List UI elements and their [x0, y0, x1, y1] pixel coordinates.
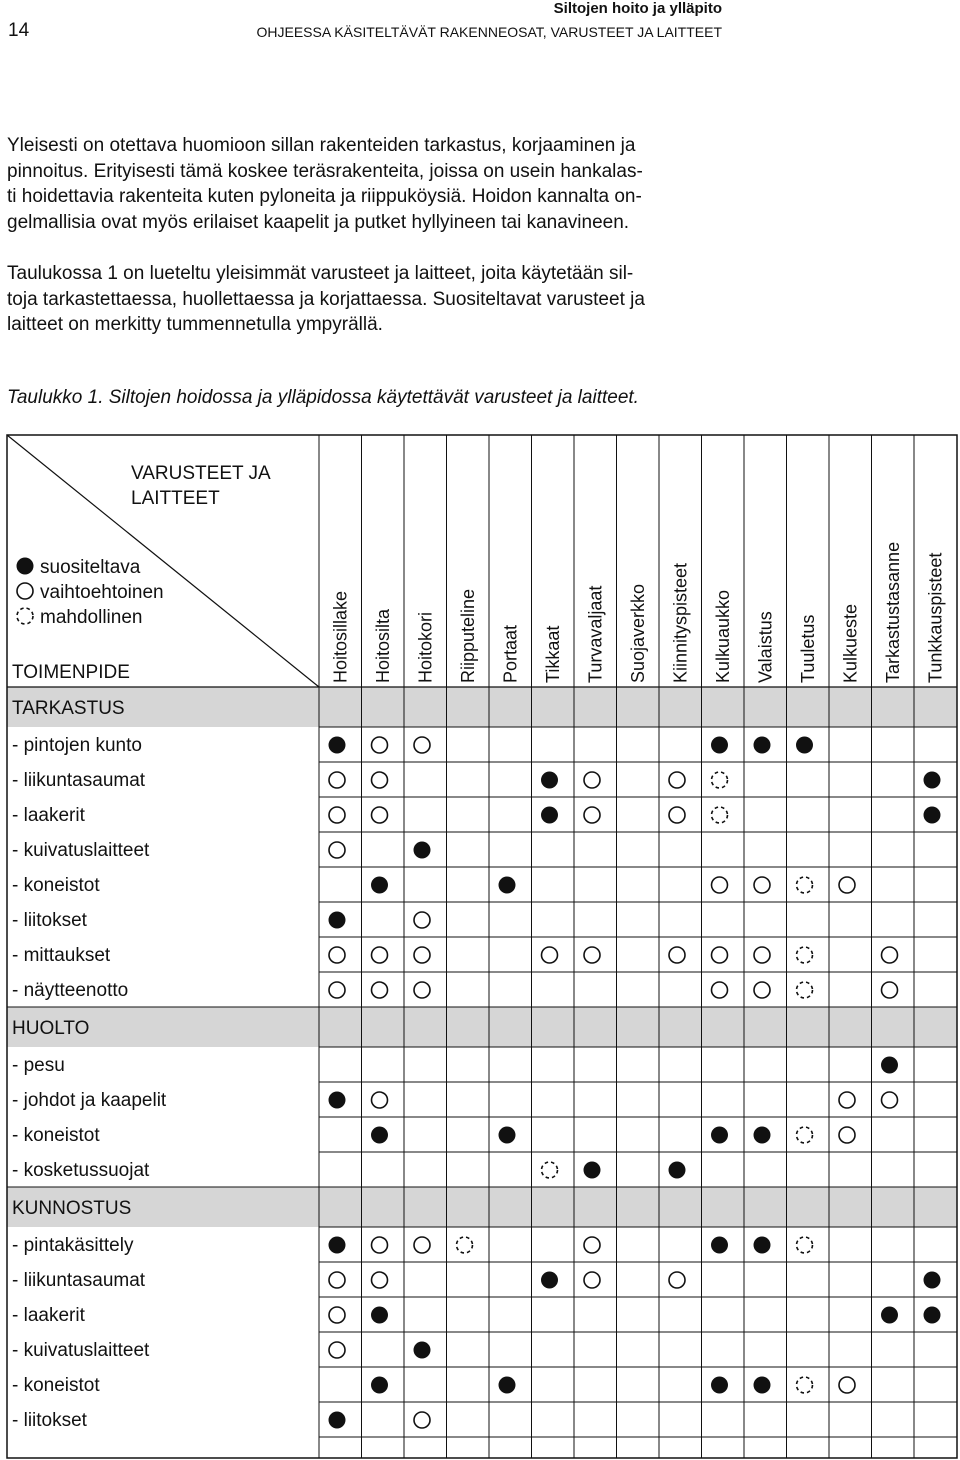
- row-label: - johdot ja kaapelit: [12, 1090, 167, 1111]
- column-header: Kulkueste: [840, 603, 861, 683]
- section-title: HUOLTO: [12, 1018, 90, 1039]
- column-header: Hoitosillake: [330, 590, 351, 683]
- table-caption: Taulukko 1. Siltojen hoidossa ja ylläpidossa käytettävät varusteet ja laitteet.: [7, 387, 639, 408]
- paragraph-line: Yleisesti on otettava huomioon sillan rakenteiden tarkastus, korjaaminen ja: [7, 135, 636, 156]
- alternative-mark: [329, 1307, 345, 1323]
- recommended-mark: [329, 1237, 346, 1254]
- alternative-mark: [839, 1377, 855, 1393]
- recommended-mark: [711, 1127, 728, 1144]
- alternative-mark: [754, 982, 770, 998]
- alternative-mark: [372, 737, 388, 753]
- row-label: - liikuntasaumat: [12, 770, 146, 791]
- row-label: - pintojen kunto: [12, 735, 142, 756]
- alternative-mark: [584, 807, 600, 823]
- recommended-mark: [329, 1092, 346, 1109]
- recommended-mark: [329, 737, 346, 754]
- section-title: TARKASTUS: [12, 698, 125, 719]
- alternative-mark: [414, 1412, 430, 1428]
- column-header: Valaistus: [755, 611, 776, 683]
- alternative-mark: [372, 772, 388, 788]
- alternative-mark: [754, 877, 770, 893]
- recommended-mark: [796, 737, 813, 754]
- alternative-mark: [372, 1092, 388, 1108]
- possible-mark: [542, 1162, 558, 1178]
- alternative-mark: [712, 982, 728, 998]
- alternative-mark: [882, 982, 898, 998]
- row-label: - koneistot: [12, 1375, 100, 1396]
- paragraph-line: pinnoitus. Erityisesti tämä koskee teräsrakenteita, joissa on usein hankalas-: [7, 160, 643, 182]
- chapter-title: OHJEESSA KÄSITELTÄVÄT RAKENNEOSAT, VARUSTEET JA LAITTEET: [256, 24, 722, 40]
- legend-dashed-icon: [17, 608, 33, 624]
- recommended-mark: [371, 877, 388, 894]
- recommended-mark: [754, 1127, 771, 1144]
- alternative-mark: [329, 772, 345, 788]
- column-header: Tuuletus: [797, 614, 818, 683]
- legend-label: suositeltava: [40, 557, 141, 578]
- legend-label: vaihtoehtoinen: [40, 582, 164, 603]
- recommended-mark: [711, 1237, 728, 1254]
- page-number: 14: [8, 20, 30, 41]
- alternative-mark: [372, 807, 388, 823]
- row-label: - liitokset: [12, 1410, 87, 1431]
- row-label: - pesu: [12, 1055, 65, 1076]
- recommended-mark: [924, 772, 941, 789]
- recommended-mark: [711, 737, 728, 754]
- recommended-mark: [881, 1057, 898, 1074]
- row-header-title: TOIMENPIDE: [12, 662, 130, 683]
- column-header: Tikkaat: [542, 625, 563, 683]
- recommended-mark: [924, 1272, 941, 1289]
- recommended-mark: [924, 807, 941, 824]
- row-label: - pintakäsittely: [12, 1235, 134, 1256]
- recommended-mark: [711, 1377, 728, 1394]
- recommended-mark: [541, 1272, 558, 1289]
- recommended-mark: [924, 1307, 941, 1324]
- alternative-mark: [669, 947, 685, 963]
- section-band: [7, 687, 957, 727]
- recommended-mark: [669, 1162, 686, 1179]
- paragraph-line: gelmallisia ovat myös erilaiset kaapelit ja putket hyllyineen tai kanavineen.: [7, 211, 630, 233]
- possible-mark: [797, 1237, 813, 1253]
- row-label: - kuivatuslaitteet: [12, 840, 150, 861]
- alternative-mark: [584, 1237, 600, 1253]
- column-header: Suojaverkko: [627, 583, 648, 683]
- alternative-mark: [329, 1272, 345, 1288]
- alternative-mark: [414, 912, 430, 928]
- alternative-mark: [584, 1272, 600, 1288]
- column-header: Turvavaljaat: [585, 585, 606, 683]
- alternative-mark: [712, 877, 728, 893]
- alternative-mark: [882, 947, 898, 963]
- possible-mark: [712, 807, 728, 823]
- legend-label: mahdollinen: [40, 607, 143, 628]
- recommended-mark: [414, 842, 431, 859]
- alternative-mark: [414, 737, 430, 753]
- recommended-mark: [541, 772, 558, 789]
- paragraph-line: Taulukossa 1 on lueteltu yleisimmät varusteet ja laitteet, joita käytetään sil-: [7, 263, 634, 284]
- alternative-mark: [329, 807, 345, 823]
- alternative-mark: [329, 947, 345, 963]
- column-header: Kiinnityspisteet: [670, 562, 691, 683]
- possible-mark: [712, 772, 728, 788]
- recommended-mark: [499, 1127, 516, 1144]
- alternative-mark: [372, 1272, 388, 1288]
- recommended-mark: [414, 1342, 431, 1359]
- possible-mark: [457, 1237, 473, 1253]
- recommended-mark: [499, 877, 516, 894]
- paragraph-line: laitteet on merkitty tummennetulla ympyrällä.: [7, 314, 383, 335]
- paragraph-line: toja tarkastettaessa, huollettaessa ja korjattaessa. Suositeltavat varusteet ja: [7, 288, 645, 310]
- recommended-mark: [754, 1237, 771, 1254]
- column-header: Kulkuaukko: [712, 589, 733, 683]
- column-header: Hoitokori: [415, 611, 436, 683]
- alternative-mark: [329, 1342, 345, 1358]
- possible-mark: [797, 1377, 813, 1393]
- alternative-mark: [839, 1092, 855, 1108]
- recommended-mark: [584, 1162, 601, 1179]
- row-label: - näytteenotto: [12, 980, 129, 1001]
- alternative-mark: [669, 807, 685, 823]
- column-header: Riipputeline: [457, 588, 478, 683]
- legend-open-icon: [17, 583, 33, 599]
- row-label: - laakerit: [12, 805, 85, 826]
- possible-mark: [797, 877, 813, 893]
- recommended-mark: [329, 1412, 346, 1429]
- row-label: - koneistot: [12, 875, 100, 896]
- alternative-mark: [329, 842, 345, 858]
- corner-title-line: VARUSTEET JA: [131, 463, 271, 484]
- recommended-mark: [754, 737, 771, 754]
- alternative-mark: [882, 1092, 898, 1108]
- possible-mark: [797, 947, 813, 963]
- row-label: - liikuntasaumat: [12, 1270, 146, 1291]
- alternative-mark: [414, 982, 430, 998]
- column-header: Portaat: [500, 624, 521, 683]
- legend-filled-icon: [17, 558, 34, 575]
- corner-title-line: LAITTEET: [131, 488, 220, 509]
- alternative-mark: [712, 947, 728, 963]
- recommended-mark: [371, 1307, 388, 1324]
- possible-mark: [797, 982, 813, 998]
- alternative-mark: [414, 947, 430, 963]
- row-label: - kosketussuojat: [12, 1160, 150, 1181]
- series-title: Siltojen hoito ja ylläpito: [553, 0, 722, 17]
- alternative-mark: [372, 982, 388, 998]
- alternative-mark: [542, 947, 558, 963]
- section-title: KUNNOSTUS: [12, 1198, 132, 1219]
- row-label: - kuivatuslaitteet: [12, 1340, 150, 1361]
- column-header: Tunkkauspisteet: [925, 552, 946, 683]
- alternative-mark: [372, 947, 388, 963]
- recommended-mark: [754, 1377, 771, 1394]
- alternative-mark: [669, 1272, 685, 1288]
- recommended-mark: [371, 1377, 388, 1394]
- alternative-mark: [839, 877, 855, 893]
- column-header: Hoitosilta: [372, 608, 393, 683]
- alternative-mark: [329, 982, 345, 998]
- alternative-mark: [584, 772, 600, 788]
- recommended-mark: [329, 912, 346, 929]
- row-label: - laakerit: [12, 1305, 85, 1326]
- row-label: - liitokset: [12, 910, 87, 931]
- alternative-mark: [584, 947, 600, 963]
- recommended-mark: [541, 807, 558, 824]
- recommended-mark: [881, 1307, 898, 1324]
- recommended-mark: [499, 1377, 516, 1394]
- alternative-mark: [372, 1237, 388, 1253]
- section-band: [7, 1007, 957, 1047]
- alternative-mark: [669, 772, 685, 788]
- row-label: - koneistot: [12, 1125, 100, 1146]
- column-header: Tarkastustasanne: [882, 541, 903, 683]
- alternative-mark: [839, 1127, 855, 1143]
- section-band: [7, 1187, 957, 1227]
- recommended-mark: [371, 1127, 388, 1144]
- alternative-mark: [414, 1237, 430, 1253]
- paragraph-line: ti hoidettavia rakenteita kuten pyloneita ja riippuköysiä. Hoidon kannalta on-: [7, 186, 642, 207]
- possible-mark: [797, 1127, 813, 1143]
- row-label: - mittaukset: [12, 945, 111, 966]
- alternative-mark: [754, 947, 770, 963]
